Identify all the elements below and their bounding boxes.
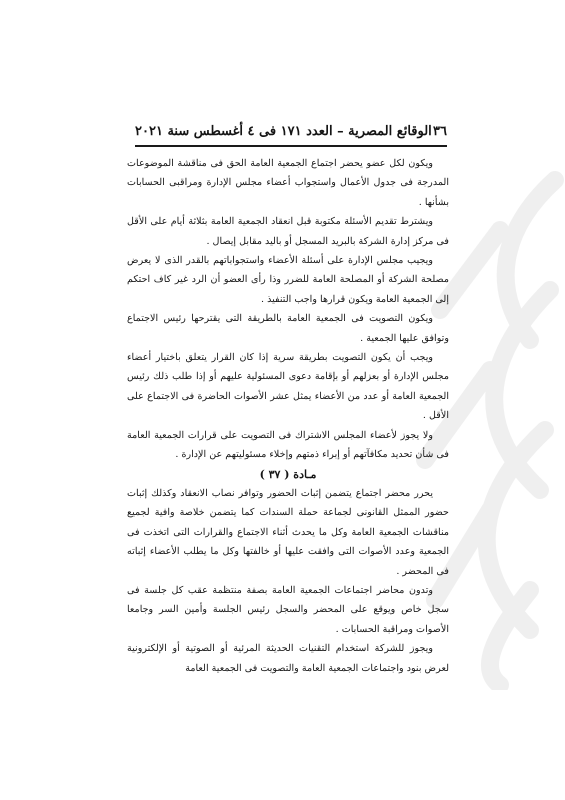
paragraph: يحرر محضر اجتماع يتضمن إثبات الحضور وتوافر نصاب الانعقاد وكذلك إثبات حضور الممثل القانونى لجماعة حملة السندات كما يتضمن خلاصة وافية لجميع مناقشات الجمعية العامة وكل ما يحدث أثناء الاجتماع والقرارات التى اتخذت فى الجمعية وعدد الأصوات التى وافقت عليها أو خالفتها وكل ما يطلب الأعضاء إثباته فى المحضر . bbox=[127, 487, 449, 577]
paragraph: ويكون لكل عضو يحضر اجتماع الجمعية العامة الحق فى مناقشة الموضوعات المدرجة فى جدول الأعمال واستجواب أعضاء مجلس الإدارة ومراقبى الحسابات بشأنها . bbox=[127, 158, 449, 208]
running-title: الوقائع المصرية – العدد ١٧١ فى ٤ أغسطس سنة ٢٠٢١ bbox=[135, 124, 432, 139]
paragraph: ويجيب مجلس الإدارة على أسئلة الأعضاء واستجواباتهم بالقدر الذى لا يعرض مصلحة الشركة أو المصلحة العامة للضرر وذا رأى العضو أن الرد غير كاف احتكم إلى الجمعية العامة ويكون قرارها واجب التنفيذ . bbox=[127, 255, 449, 305]
paragraph: ويجب أن يكون التصويت بطريقة سرية إذا كان القرار يتعلق باختيار أعضاء مجلس الإدارة أو بعزلهم أو بإقامة دعوى المسئولية عليهم أو إذا طلب ذلك رئيس الجمعية العامة أو عدد من الأعضاء يمثل عشر الأصوات الحاضرة فى الاجتماع على الأقل . bbox=[127, 352, 449, 422]
header-rule bbox=[135, 145, 447, 147]
page-number: ٣٦ bbox=[433, 124, 447, 139]
paragraph: ويكون التصويت فى الجمعية العامة بالطريقة التى يقترحها رئيس الاجتماع وتوافق عليها الجمعية . bbox=[127, 313, 449, 344]
article-heading: مـادة ( ٣٧ ) bbox=[259, 467, 317, 481]
document-body bbox=[127, 154, 449, 678]
paragraph: ولا يجوز لأعضاء المجلس الاشتراك فى التصويت على قرارات الجمعية العامة فى شأن تحديد مكافآتهم أو إبراء ذمتهم وإخلاء مسئوليتهم عن الإدارة . bbox=[127, 429, 449, 461]
paragraph: ويشترط تقديم الأسئلة مكتوبة قبل انعقاد الجمعية العامة بثلاثة أيام على الأقل فى مركز إدارة الشركة بالبريد المسجل أو باليد مقابل إيصال . bbox=[127, 216, 449, 247]
paragraph: وتدون محاضر اجتماعات الجمعية العامة بصفة منتظمة عقب كل جلسة فى سجل خاص ويوقع على المحضر والسجل رئيس الجلسة وأمين السر وجامعا الأصوات ومراقبة الحسابات . bbox=[127, 584, 449, 635]
paragraph: ويجوز للشركة استخدام التقنيات الحديثة المرئية أو الصوتية أو الإلكترونية لعرض بنود واجتماعات الجمعية العامة والتصويت فى الجمعية العامة bbox=[127, 643, 449, 674]
page-header bbox=[135, 124, 447, 146]
